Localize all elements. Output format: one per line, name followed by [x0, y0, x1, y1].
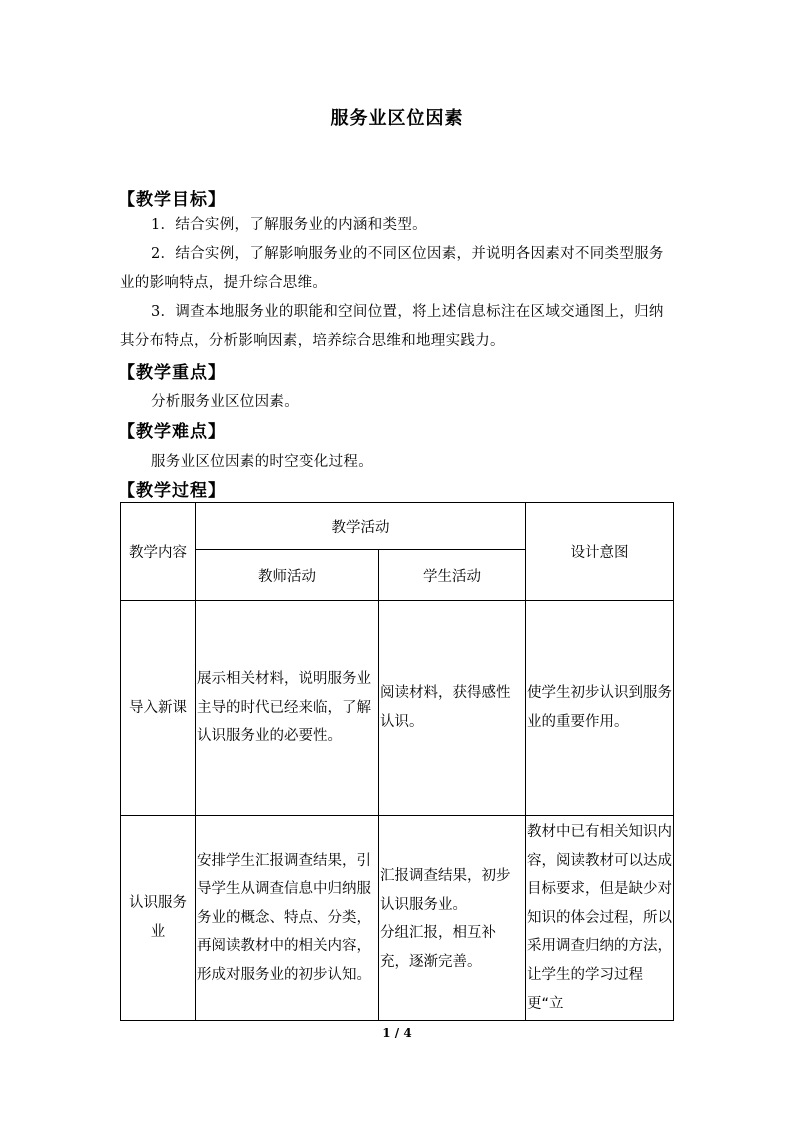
row-content: 导入新课	[121, 601, 196, 816]
header-student-activity: 学生活动	[379, 550, 526, 601]
header-teaching-activities: 教学活动	[196, 503, 526, 550]
header-teaching-content: 教学内容	[121, 503, 196, 601]
page-number: 1 / 4	[382, 1026, 412, 1040]
objective-item-1: 1．结合实例，了解服务业的内涵和类型。	[151, 217, 427, 233]
row-design-intent: 使学生初步认识到服务业的重要作用。	[526, 601, 674, 816]
teaching-process-table	[120, 502, 674, 1021]
process-heading: 【教学过程】	[118, 481, 226, 501]
objective-item-2: 2．结合实例，了解影响服务业的不同区位因素，并说明各因素对不同类型服务业的影响特点，提升综合思维。	[120, 246, 664, 291]
difficulties-text: 服务业区位因素的时空变化过程。	[151, 454, 373, 470]
objective-item-3: 3．调查本地服务业的职能和空间位置，将上述信息标注在区域交通图上，归纳其分布特点，分析影响因素，培养综合思维和地理实践力。	[120, 304, 664, 349]
row-teacher-activity: 安排学生汇报调查结果，引导学生从调查信息中归纳服务业的概念、特点、分类，再阅读教材中的相关内容，形成对服务业的初步认知。	[196, 816, 379, 1021]
page-title: 服务业区位因素	[330, 108, 464, 129]
key-points-heading: 【教学重点】	[118, 363, 226, 383]
table-row	[121, 816, 674, 1021]
header-design-intent: 设计意图	[526, 503, 674, 601]
header-teacher-activity: 教师活动	[196, 550, 379, 601]
row-student-activity: 汇报调查结果，初步认识服务业。 分组汇报，相互补充，逐渐完善。	[379, 816, 526, 1021]
row-student-activity: 阅读材料，获得感性认识。	[379, 601, 526, 816]
difficulties-heading: 【教学难点】	[118, 422, 226, 442]
key-points-text: 分析服务业区位因素。	[151, 394, 299, 410]
row-teacher-activity: 展示相关材料，说明服务业主导的时代已经来临，了解认识服务业的必要性。	[196, 601, 379, 816]
row-design-intent: 教材中已有相关知识内容，阅读教材可以达成目标要求，但是缺少对知识的体会过程，所以采用调查归纳的方法，让学生的学习过程更“立	[526, 816, 674, 1021]
table-row	[121, 601, 674, 816]
row-content: 认识服务业	[121, 816, 196, 1021]
objectives-heading: 【教学目标】	[118, 190, 226, 210]
